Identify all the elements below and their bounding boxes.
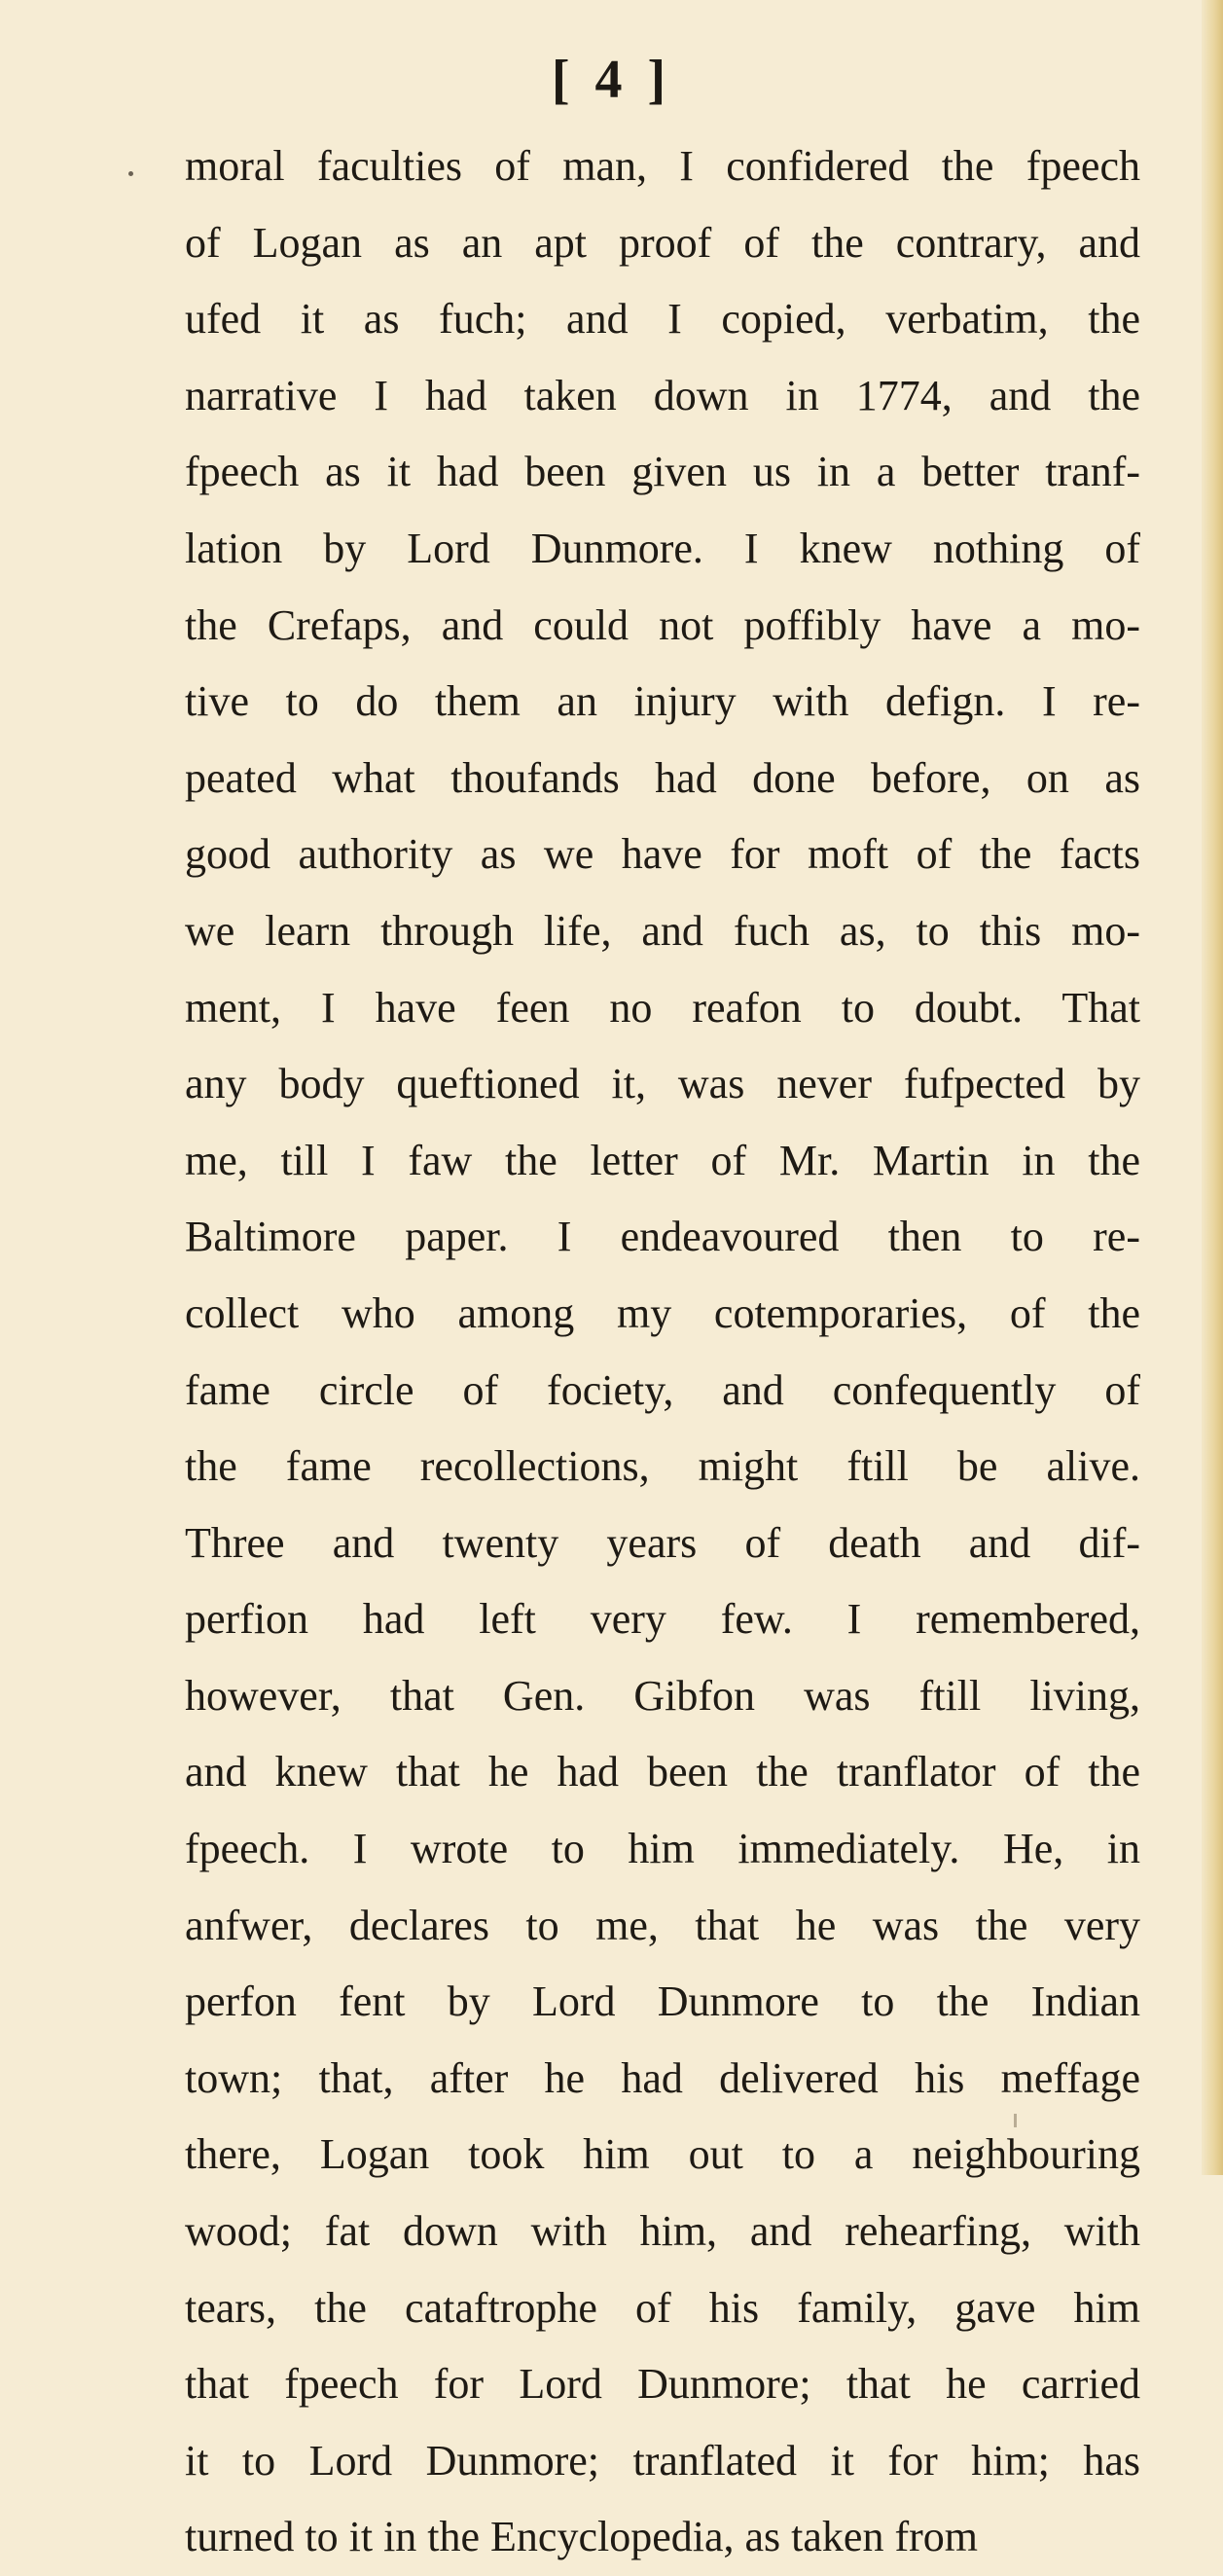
text-line: wood; fat down with him, and rehearfing, with: [185, 2207, 1140, 2256]
text-line: moral faculties of man, I confidered the fpeech: [185, 142, 1140, 190]
text-line: ment, I have feen no reafon to doubt. That: [185, 983, 1140, 1032]
text-line: of Logan as an apt proof of the contrary, and: [185, 218, 1140, 267]
text-line: turned to it in the Encyclopedia, as taken from: [185, 2513, 978, 2561]
text-line: there, Logan took him out to a neighbouring: [185, 2130, 1140, 2179]
text-line: Three and twenty years of death and dif-: [185, 1518, 1140, 1567]
text-line: town; that, after he had delivered his meffage: [185, 2053, 1140, 2102]
text-line: fame circle of fociety, and confequently of: [185, 1365, 1140, 1414]
text-line: anfwer, declares to me, that he was the very: [185, 1901, 1140, 1949]
text-line: Baltimore paper. I endeavoured then to re-: [185, 1213, 1140, 1261]
text-line: peated what thoufands had done before, on as: [185, 753, 1140, 802]
text-line: the Crefaps, and could not poffibly have a mo-: [185, 600, 1140, 649]
text-line: any body queftioned it, was never fufpected by: [185, 1060, 1140, 1108]
text-line: fpeech as it had been given us in a better tranf-: [185, 448, 1140, 496]
text-line: however, that Gen. Gibfon was ftill living,: [185, 1671, 1140, 1720]
text-line: narrative I had taken down in 1774, and the: [185, 371, 1140, 419]
text-line: lation by Lord Dunmore. I knew nothing of: [185, 524, 1140, 572]
ink-speck: [128, 171, 133, 176]
page-edge: [1202, 0, 1223, 2175]
body-text: [185, 128, 1140, 2576]
text-line: it to Lord Dunmore; tranflated it for him; has: [185, 2436, 1140, 2485]
text-line: me, till I faw the letter of Mr. Martin in the: [185, 1136, 1140, 1184]
text-line: the fame recollections, might ftill be alive.: [185, 1442, 1140, 1491]
text-line: we learn through life, and fuch as, to this mo-: [185, 906, 1140, 955]
text-line: and knew that he had been the tranflator of the: [185, 1748, 1140, 1796]
text-line: tive to do them an injury with defign. I re-: [185, 677, 1140, 726]
text-line: tears, the cataftrophe of his family, gave him: [185, 2283, 1140, 2332]
text-line: collect who among my cotemporaries, of the: [185, 1288, 1140, 1337]
text-line: ufed it as fuch; and I copied, verbatim, the: [185, 295, 1140, 344]
text-line: good authority as we have for moft of the facts: [185, 830, 1140, 879]
page-number: [ 4 ]: [551, 50, 672, 110]
text-line: fpeech. I wrote to him immediately. He, in: [185, 1825, 1140, 1873]
text-line: that fpeech for Lord Dunmore; that he carried: [185, 2360, 1140, 2409]
text-line: perfion had left very few. I remembered,: [185, 1595, 1140, 1644]
text-line: perfon fent by Lord Dunmore to the Indian: [185, 1977, 1140, 2026]
